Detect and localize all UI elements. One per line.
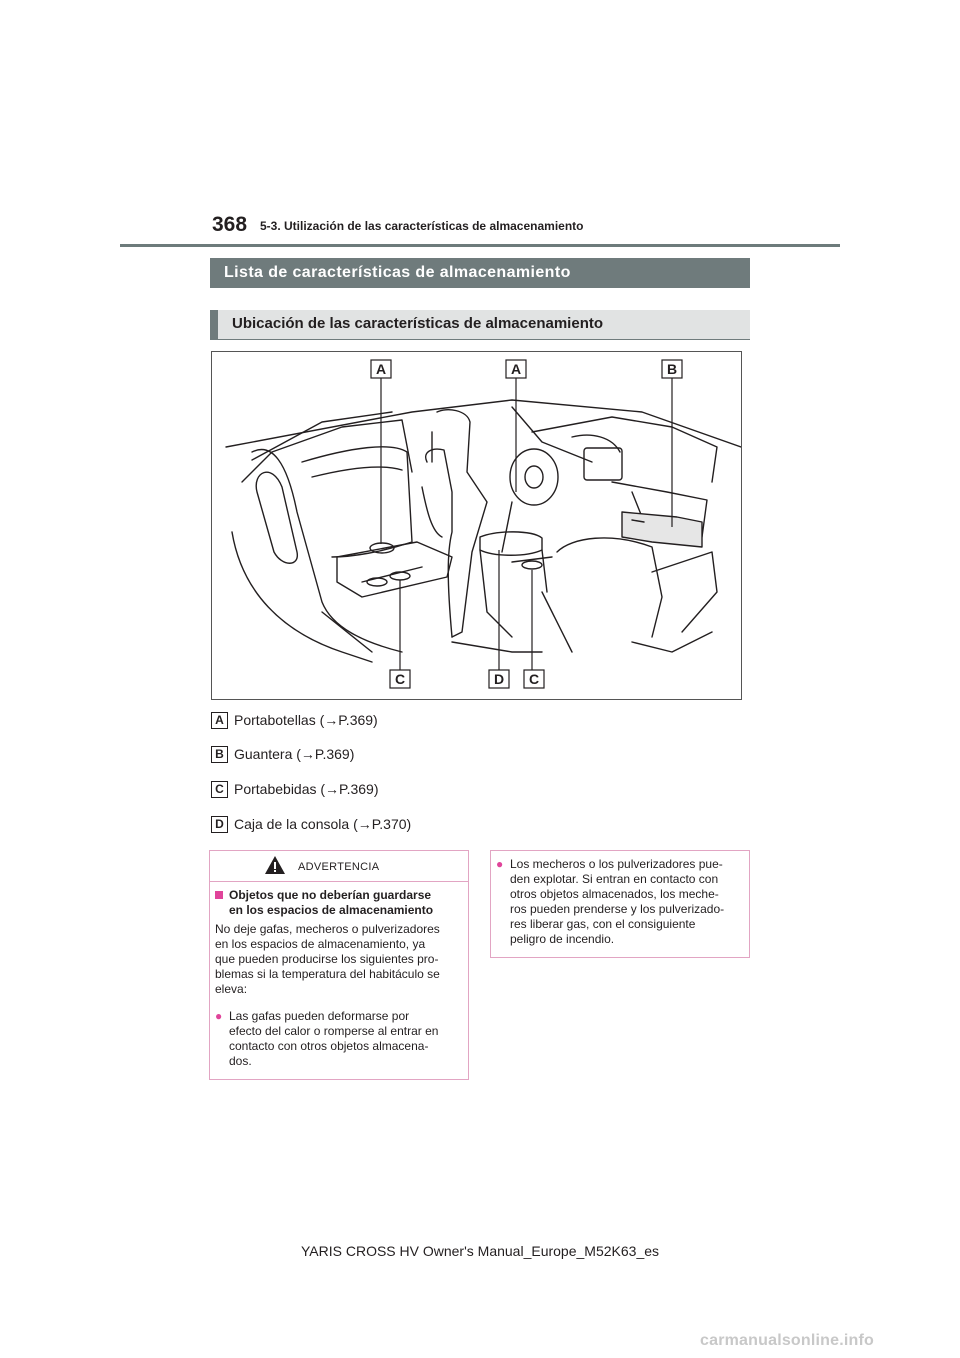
warning-body-line: que pueden producirse los siguientes pro- bbox=[215, 952, 439, 966]
callout-label: C bbox=[394, 671, 406, 687]
legend-item-a bbox=[211, 711, 378, 729]
warning-body-line: en los espacios de almacenamiento, ya bbox=[215, 937, 426, 951]
warning-body-line: blemas si la temperatura del habitáculo se bbox=[215, 967, 440, 981]
warning-bullet-line: efecto del calor o romperse al entrar en bbox=[229, 1024, 439, 1038]
callout-label: D bbox=[493, 671, 505, 687]
legend-key: D bbox=[211, 816, 228, 833]
section-path: 5-3. Utilización de las características de almacenamiento bbox=[260, 219, 584, 233]
legend-item-b bbox=[211, 745, 354, 763]
callout-label: C bbox=[528, 671, 540, 687]
callout-a-left bbox=[371, 360, 391, 378]
warning-bullet-line: peligro de incendio. bbox=[510, 932, 615, 946]
car-interior-illustration bbox=[212, 352, 741, 699]
warning-bullet-line: ros pueden prenderse y los pulverizado- bbox=[510, 902, 725, 916]
warning-subheading-line: Objetos que no deberían guardarse bbox=[229, 888, 432, 902]
legend-key: B bbox=[211, 746, 228, 763]
warning-bullet-line: Los mecheros o los pulverizadores pue- bbox=[510, 857, 723, 871]
warning-bullet-lighters bbox=[496, 857, 748, 947]
warning-box bbox=[209, 850, 469, 1080]
callout-c-right bbox=[524, 670, 544, 688]
warning-triangle-icon bbox=[264, 855, 286, 875]
callout-c-left bbox=[390, 670, 410, 688]
callout-b bbox=[662, 360, 682, 378]
legend-key: C bbox=[211, 781, 228, 798]
legend-text: Portabotellas (→P.369) bbox=[234, 712, 378, 728]
legend-text: Guantera (→P.369) bbox=[234, 746, 355, 762]
legend-item-d bbox=[211, 815, 411, 833]
legend-item-c bbox=[211, 780, 379, 798]
main-heading: Lista de características de almacenamiento bbox=[210, 258, 750, 288]
warning-bullet-line: contacto con otros objetos almacena- bbox=[229, 1039, 429, 1053]
page-number: 368 bbox=[212, 213, 248, 236]
warning-body-line: No deje gafas, mecheros o pulverizadores bbox=[215, 922, 440, 936]
square-bullet-icon bbox=[215, 891, 223, 899]
round-bullet-icon: ● bbox=[496, 857, 504, 871]
warning-bullet-line: Las gafas pueden deformarse por bbox=[229, 1009, 410, 1023]
interior-storage-diagram bbox=[211, 351, 742, 700]
header-rule bbox=[120, 244, 840, 247]
warning-title-row bbox=[210, 851, 468, 882]
warning-body bbox=[215, 922, 465, 997]
callout-d bbox=[489, 670, 509, 688]
warning-bullet-line: otros objetos almacenados, los meche- bbox=[510, 887, 719, 901]
warning-bullet-glasses bbox=[215, 1009, 465, 1069]
watermark-text: carmanualsonline.info bbox=[700, 1332, 875, 1349]
sub-heading: Ubicación de las características de almacenamiento bbox=[210, 310, 750, 340]
callout-label: A bbox=[510, 361, 522, 377]
legend-text: Portabebidas (→P.369) bbox=[234, 781, 379, 797]
round-bullet-icon: ● bbox=[215, 1009, 223, 1023]
warning-subheading bbox=[215, 888, 433, 918]
warning-bullet-line: dos. bbox=[229, 1054, 252, 1068]
warning-bullet-line: res liberar gas, con el consiguiente bbox=[510, 917, 696, 931]
footer-doc-id: YARIS CROSS HV Owner's Manual_Europe_M52K63_es bbox=[300, 1243, 660, 1259]
warning-box-continued bbox=[490, 850, 750, 958]
warning-subheading-line: en los espacios de almacenamiento bbox=[229, 903, 434, 917]
legend-key: A bbox=[211, 712, 228, 729]
warning-body-line: eleva: bbox=[215, 982, 248, 996]
legend-text: Caja de la consola (→P.370) bbox=[234, 816, 412, 832]
callout-label: A bbox=[375, 361, 387, 377]
warning-bullet-line: den explotar. Si entran en contacto con bbox=[510, 872, 719, 886]
warning-title: ADVERTENCIA bbox=[298, 861, 380, 873]
callout-label: B bbox=[666, 361, 678, 377]
callout-a-right bbox=[506, 360, 526, 378]
